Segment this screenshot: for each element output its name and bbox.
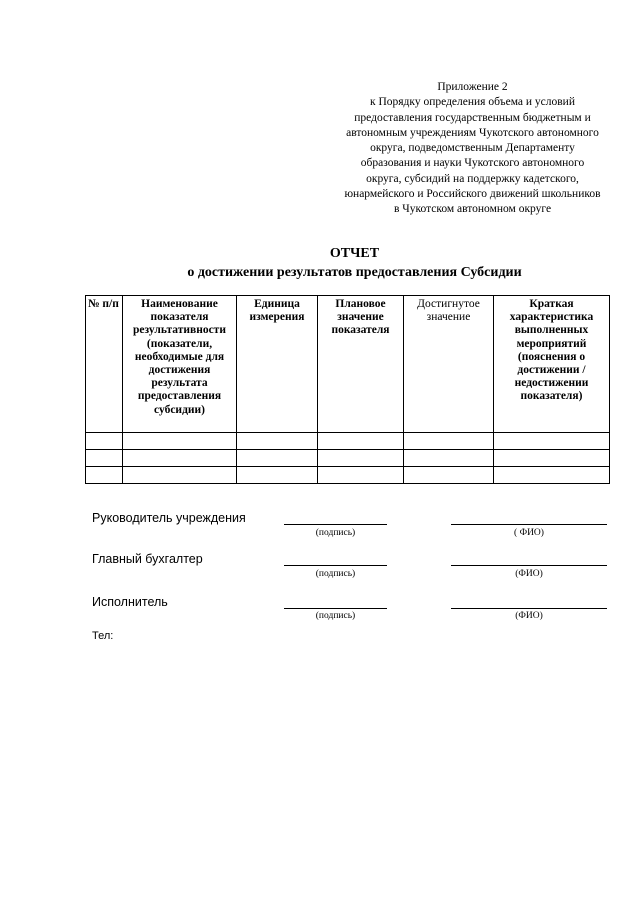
table-cell[interactable] <box>318 433 404 450</box>
header-achieved-value: Достигнутое значение <box>404 296 494 433</box>
appendix-line: округа, субсидий на поддержку кадетского, <box>366 172 579 185</box>
appendix-block <box>320 80 625 218</box>
appendix-line: Приложение 2 <box>437 81 508 93</box>
table-cell[interactable] <box>494 450 610 467</box>
executor-label: Исполнитель <box>92 595 168 609</box>
header-unit: Единица измерения <box>237 296 318 433</box>
table-cell[interactable] <box>86 450 123 467</box>
director-label: Руководитель учреждения <box>92 511 246 525</box>
appendix-line: к Порядку определения объема и условий <box>370 96 575 109</box>
table-cell[interactable] <box>404 433 494 450</box>
name-caption: (ФИО) <box>515 569 543 579</box>
table-cell[interactable] <box>123 450 237 467</box>
header-number: № п/п <box>86 296 123 433</box>
signature-caption: (подпись) <box>315 611 356 621</box>
executor-name-line[interactable] <box>451 608 607 609</box>
report-table <box>85 295 610 484</box>
table-cell[interactable] <box>237 467 318 484</box>
name-caption: (ФИО) <box>515 611 543 621</box>
appendix-line: автономным учреждениям Чукотского автономного <box>346 126 599 139</box>
appendix-line: юнармейского и Российского движений школьников <box>344 188 601 201</box>
table-cell[interactable] <box>237 433 318 450</box>
header-planned-value: Плановое значение показателя <box>318 296 404 433</box>
accountant-label: Главный бухгалтер <box>92 552 203 566</box>
table-cell[interactable] <box>123 467 237 484</box>
header-description: Краткая характеристика выполненных мероприятий (пояснения о достижении /недостижении показателя) <box>494 296 610 433</box>
signature-caption: (подпись) <box>315 528 356 538</box>
appendix-line: образования и науки Чукотского автономного <box>360 157 585 170</box>
accountant-signature-line[interactable] <box>284 565 387 566</box>
table-cell[interactable] <box>86 433 123 450</box>
table-cell[interactable] <box>494 433 610 450</box>
report-subtitle: о достижении результатов предоставления Субсидии <box>187 265 522 280</box>
table-cell[interactable] <box>86 467 123 484</box>
director-signature-line[interactable] <box>284 524 387 525</box>
table-row <box>86 450 610 467</box>
table-cell[interactable] <box>123 433 237 450</box>
report-title: ОТЧЕТ <box>329 246 380 261</box>
accountant-name-line[interactable] <box>451 565 607 566</box>
signature-caption: (подпись) <box>315 569 356 579</box>
table-row <box>86 433 610 450</box>
table-cell[interactable] <box>404 467 494 484</box>
executor-signature-line[interactable] <box>284 608 387 609</box>
table-cell[interactable] <box>318 467 404 484</box>
table-cell[interactable] <box>237 450 318 467</box>
table-cell[interactable] <box>494 467 610 484</box>
table-cell[interactable] <box>318 450 404 467</box>
name-caption: ( ФИО) <box>514 528 544 538</box>
table-header-row <box>86 296 610 433</box>
table-row <box>86 467 610 484</box>
table-cell[interactable] <box>404 450 494 467</box>
appendix-line: в Чукотском автономном округе <box>393 203 552 216</box>
appendix-line: округа, подведомственным Департаменту <box>370 142 575 155</box>
phone-label: Тел: <box>92 630 114 642</box>
director-name-line[interactable] <box>451 524 607 525</box>
header-indicator-name: Наименование показателя результативности (показатели, необходимые для достижения результата предоставления субсидии) <box>123 296 237 433</box>
appendix-line: предоставления государственным бюджетным и <box>354 111 591 124</box>
